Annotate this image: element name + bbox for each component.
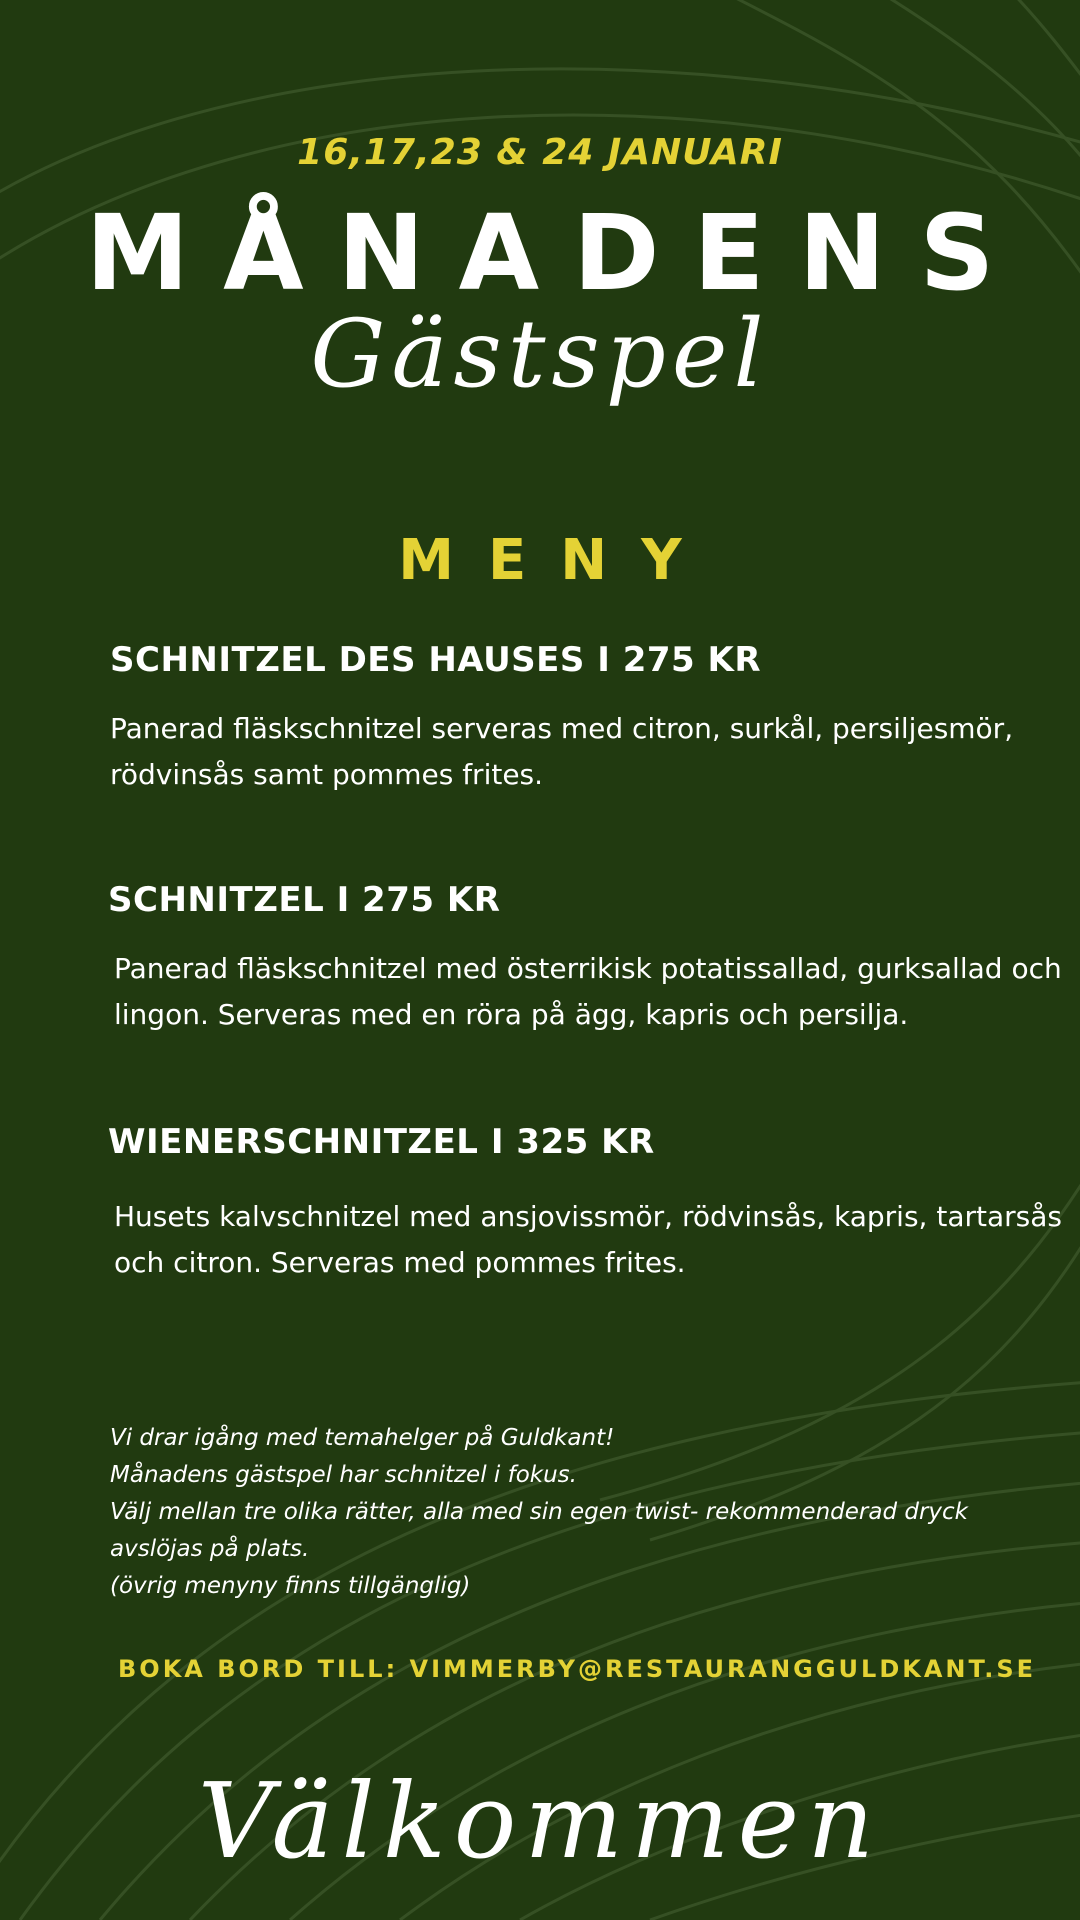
page-subtitle: Gästspel bbox=[310, 300, 770, 409]
info-line: Månadens gästspel har schnitzel i fokus. bbox=[110, 1462, 577, 1488]
welcome-text: Välkommen bbox=[197, 1760, 883, 1882]
menu-heading: MENY bbox=[398, 528, 716, 593]
dish-description bbox=[114, 946, 1080, 1038]
dish-title: WIENERSCHNITZEL I 325 KR bbox=[108, 1122, 655, 1162]
info-line: Vi drar igång med temahelger på Guldkant! bbox=[110, 1425, 615, 1451]
dish-description-line: rödvinsås samt pommes frites. bbox=[110, 758, 544, 791]
info-line: avslöjas på plats. bbox=[110, 1536, 310, 1562]
info-line: (övrig menyny finns tillgänglig) bbox=[110, 1573, 471, 1599]
dish-description-line: Husets kalvschnitzel med ansjovissmör, rödvinsås, kapris, tartarsås bbox=[114, 1200, 1062, 1233]
event-dates: 16,17,23 & 24 JANUARI bbox=[297, 132, 783, 173]
info-line: Välj mellan tre olika rätter, alla med sin egen twist- rekommenderad dryck bbox=[110, 1499, 968, 1525]
booking-email-link[interactable]: BOKA BORD TILL: VIMMERBY@RESTAURANGGULDKANT.SE bbox=[118, 1655, 1037, 1683]
dish-description-line: och citron. Serveras med pommes frites. bbox=[114, 1246, 686, 1279]
dish-description-line: Panerad fläskschnitzel serveras med citron, surkål, persiljesmör, bbox=[110, 712, 1014, 745]
page-title: MÅNADENS bbox=[85, 192, 1029, 314]
dish-description bbox=[114, 1194, 1080, 1286]
dish-description-line: Panerad fläskschnitzel med österrikisk potatissallad, gurksallad och bbox=[114, 952, 1062, 985]
dish-title: SCHNITZEL DES HAUSES I 275 KR bbox=[110, 640, 762, 680]
dish-description bbox=[110, 706, 1080, 798]
dish-description-line: lingon. Serveras med en röra på ägg, kapris och persilja. bbox=[114, 998, 909, 1031]
dish-title: SCHNITZEL I 275 KR bbox=[108, 880, 501, 920]
info-text bbox=[110, 1420, 1010, 1605]
